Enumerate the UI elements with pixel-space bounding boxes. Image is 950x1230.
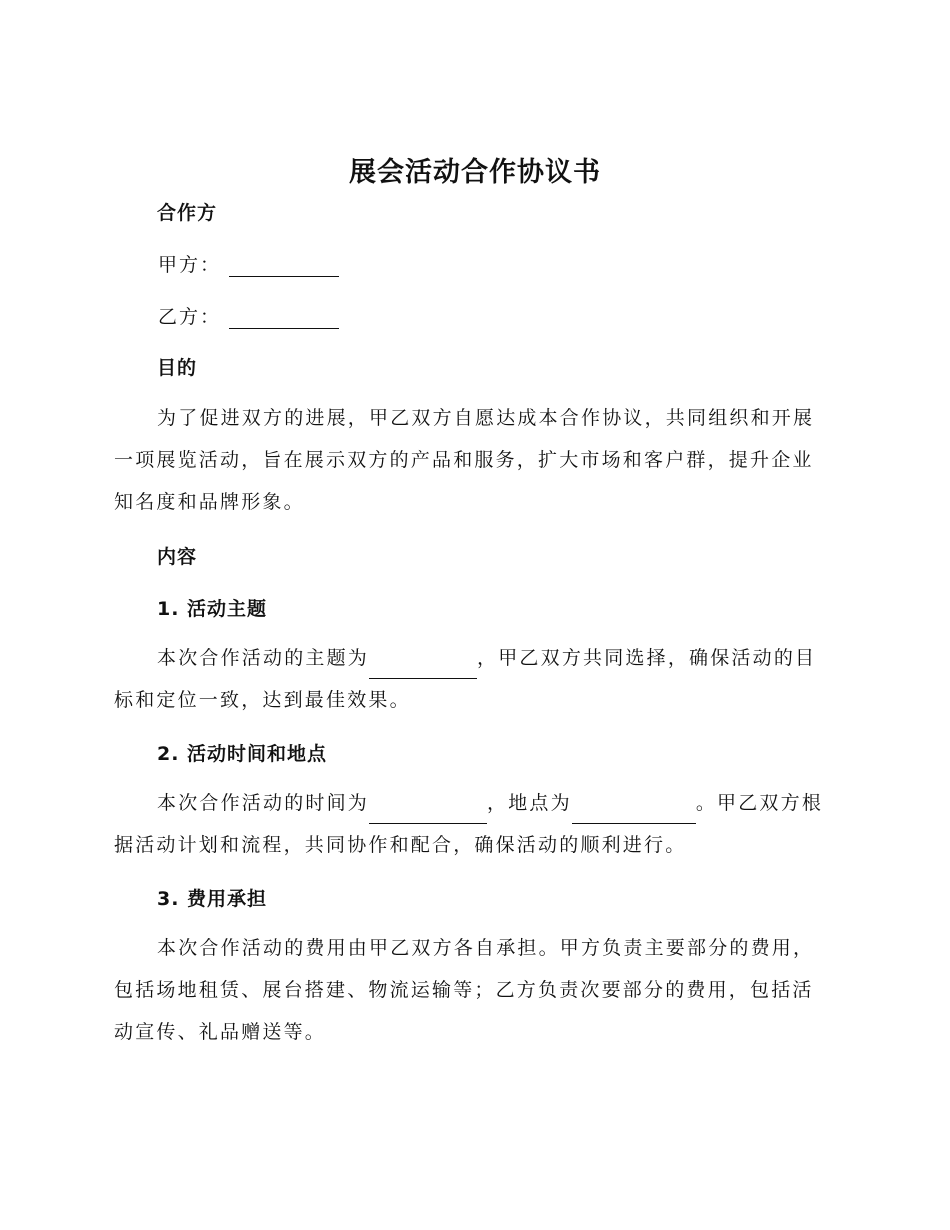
party-a-blank (229, 256, 339, 277)
section-2-paragraph (114, 782, 830, 866)
section-2-text-middle: ，地点为 (487, 792, 572, 814)
section-1-text-after: ，甲乙双方共同选择，确保活动的目标和定位一致，达到最佳效果。 (114, 647, 817, 711)
section-1-text-before: 本次合作活动的主题为 (157, 647, 370, 669)
time-blank (369, 803, 487, 824)
party-b-line (158, 302, 339, 329)
section-1-heading: 1. 活动主题 (157, 598, 268, 620)
section-2-text-after: 。甲乙双方根据活动计划和流程，共同协作和配合，确保活动的顺利进行。 (114, 792, 824, 856)
document-title: 展会活动合作协议书 (349, 157, 601, 188)
section-3-paragraph: 本次合作活动的费用由甲乙双方各自承担。甲方负责主要部分的费用，包括场地租赁、展台搭建、物流运输等；乙方负责次要部分的费用，包括活动宣传、礼品赠送等。 (114, 937, 815, 1043)
purpose-paragraph: 为了促进双方的进展，甲乙双方自愿达成本合作协议，共同组织和开展一项展览活动，旨在展示双方的产品和服务，扩大市场和客户群，提升企业知名度和品牌形象。 (114, 407, 815, 513)
place-blank (572, 803, 696, 824)
parties-heading: 合作方 (157, 202, 218, 224)
theme-blank (369, 658, 477, 679)
party-a-line (158, 250, 339, 277)
party-b-blank (229, 308, 339, 329)
section-2-text-before: 本次合作活动的时间为 (157, 792, 370, 814)
section-2-heading: 2. 活动时间和地点 (157, 743, 328, 765)
section-1-paragraph (114, 637, 830, 721)
purpose-heading: 目的 (157, 357, 198, 379)
section-3-heading: 3. 费用承担 (157, 888, 268, 910)
party-a-label: 甲方： (158, 254, 222, 276)
content-heading: 内容 (157, 546, 198, 568)
party-b-label: 乙方： (158, 306, 222, 328)
